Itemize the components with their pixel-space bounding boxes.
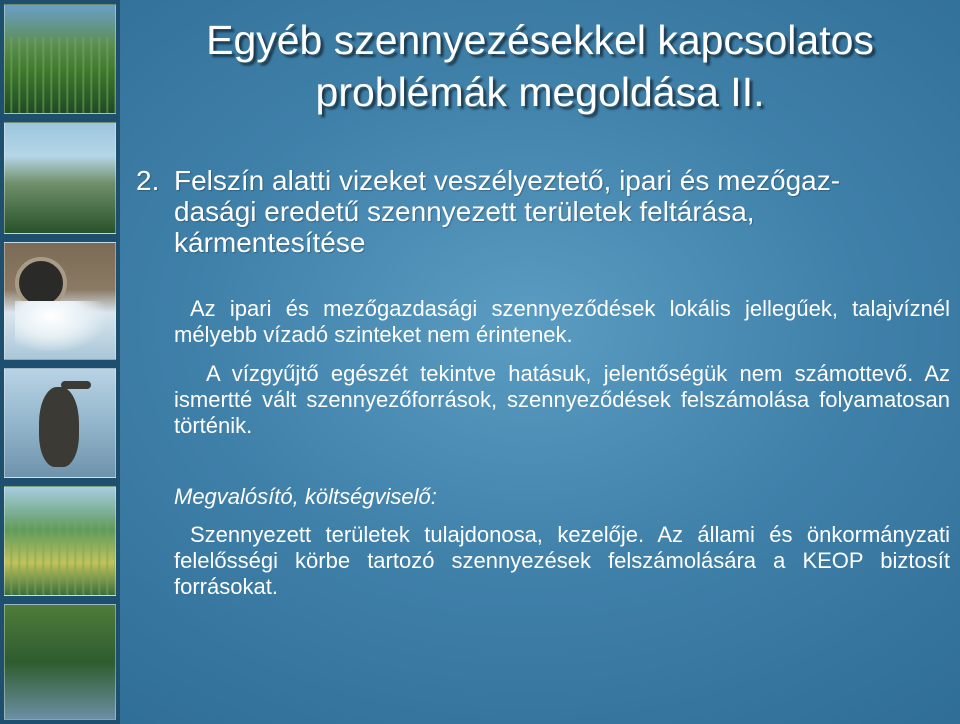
bird-body-shape <box>39 387 79 467</box>
title-line-1: Egyéb szennyezésekkel kapcsolatos <box>206 17 874 63</box>
water-splash-shape <box>15 301 105 351</box>
paragraph-local-pollution-text: Az ipari és mezőgazdasági szennyeződések lokális jellegűek, talajvíznél mélyebb vízadó szinteket nem érintenek. <box>174 296 950 347</box>
reeds-decoration <box>5 37 115 113</box>
paragraph-significance <box>174 361 950 439</box>
paragraph-owner-text: Szennyezett területek tulajdonosa, kezelője. Az állami és önkormányzati felelősségi körbe tartozó szennyezések felszámolására a KEOP biztosít forrásokat. <box>174 522 950 599</box>
point-number: 2. <box>136 165 160 196</box>
title-line-2: problémák megoldása II. <box>315 69 765 115</box>
forest-stream-photo <box>4 604 116 720</box>
river-photo <box>4 122 116 234</box>
cormorant-photo <box>4 368 116 478</box>
paragraph-local-pollution <box>174 296 950 348</box>
numbered-point <box>136 165 936 258</box>
paragraph-owner <box>174 522 950 600</box>
paragraph-significance-text: A vízgyűjtő egészét tekintve hatásuk, jelentőségük nem számottevő. Az ismertté vált szennyezőforrások, szennyeződések felszámolása folyamatosan történik. <box>174 361 950 438</box>
point-line-3: kármentesítése <box>174 227 366 258</box>
slide-title <box>130 14 950 118</box>
implementer-label: Megvalósító, költségviselő: <box>174 484 437 509</box>
point-line-2: dasági eredetű szennyezett területek feltárása, <box>174 196 755 227</box>
marsh-photo <box>4 486 116 596</box>
bird-head-shape <box>61 381 91 389</box>
outflow-pipe-photo <box>4 242 116 360</box>
point-line-1: Felszín alatti vizeket veszélyeztető, ipari és mezőgaz- <box>174 165 841 196</box>
wetland-photo <box>4 4 116 114</box>
reeds-decoration <box>5 519 115 595</box>
photo-strip <box>0 0 120 724</box>
